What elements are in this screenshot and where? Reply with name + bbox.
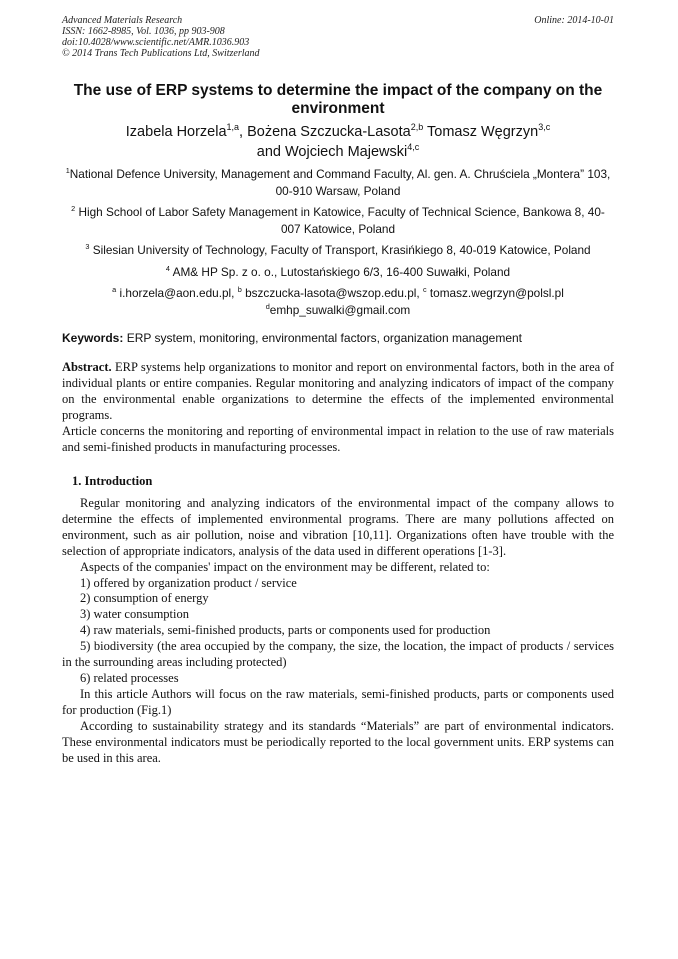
- section-heading: 1. Introduction: [72, 474, 153, 488]
- abstract-paragraph: [62, 360, 614, 424]
- abstract-text: ERP systems help organizations to monitor and report on environmental factors, both in the area of individual plants or entire companies. Regular monitoring and analyzing indicators of impact of the company on the environmental enable organizations to determine the effects of the implemented environmental programs.: [62, 360, 614, 422]
- email-mark: d: [265, 301, 270, 311]
- email-address[interactable]: tomasz.wegrzyn@polsl.pl: [429, 286, 564, 300]
- affiliation-text: High School of Labor Safety Management in Katowice, Faculty of Technical Science, Bankowa 8, 40-007 Katowice, Poland: [78, 205, 605, 236]
- affiliation-mark: 4: [165, 263, 170, 273]
- list-item: 1) offered by organization product / service: [80, 575, 297, 590]
- abstract-label: Abstract.: [62, 360, 112, 374]
- list-item: 4) raw materials, semi-finished products, parts or components used for production: [80, 623, 491, 638]
- email-mark: b: [237, 285, 242, 295]
- body-paragraph: In this article Authors will focus on the raw materials, semi-finished products, parts or components used for production (Fig.1): [62, 686, 614, 717]
- author-name: Wojciech Majewski: [285, 144, 408, 160]
- doi-line: doi:10.4028/www.scientific.net/AMR.1036.903: [62, 37, 250, 48]
- body-paragraph: Aspects of the companies' impact on the environment may be different, related to:: [80, 559, 490, 574]
- affiliation-mark: 3: [85, 242, 90, 252]
- affiliation: [62, 166, 614, 199]
- issn-line: ISSN: 1662-8985, Vol. 1036, pp 903-908: [62, 26, 225, 37]
- affiliation-text: AM& HP Sp. z o. o., Lutostańskiego 6/3, 16-400 Suwałki, Poland: [172, 264, 511, 279]
- email-line: [62, 285, 614, 302]
- email-mark: c: [422, 285, 427, 295]
- keywords: [62, 331, 614, 346]
- list-item: 3) water consumption: [80, 607, 190, 622]
- author-affil-mark: 3,c: [538, 122, 551, 133]
- online-date: Online: 2014-10-01: [534, 15, 614, 26]
- list-item: 2) consumption of energy: [80, 591, 209, 606]
- author-list: [62, 122, 614, 162]
- body-paragraph: Regular monitoring and analyzing indicators of the environmental impact of the company allows to determine the effects of implemented environmental programs. There are many pollutions affected on environment, such as air pollution, noise and vibration [10,11]. Organizations often have trouble with the selection of appropriate indicators, analysis of the data used in different operations [1-3].: [62, 496, 614, 558]
- paper-title: The use of ERP systems to determine the impact of the company on the environment: [73, 82, 603, 117]
- copyright-line: © 2014 Trans Tech Publications Ltd, Switzerland: [62, 48, 260, 59]
- keywords-label: Keywords:: [62, 331, 124, 345]
- list-item: 6) related processes: [80, 670, 179, 685]
- journal-name: Advanced Materials Research: [62, 15, 183, 26]
- abstract-paragraph: Article concerns the monitoring and reporting of environmental impact in relation to the use of raw materials and semi-finished products in manufacturing processes.: [62, 423, 614, 454]
- introduction-body: [62, 496, 614, 766]
- author-affil-mark: 1,a: [226, 122, 240, 133]
- affiliation: [62, 264, 614, 281]
- affiliation: [62, 204, 614, 237]
- affiliation: [62, 242, 614, 259]
- author-line-1: [62, 122, 614, 142]
- author-name: Izabela Horzela: [125, 124, 227, 140]
- email-address[interactable]: bszczucka-lasota@wszop.edu.pl,: [245, 286, 423, 300]
- author-line-2: [62, 142, 614, 162]
- email-line: [62, 302, 614, 319]
- body-paragraph: According to sustainability strategy and its standards “Materials” are part of environmental indicators. These environmental indicators must be periodically reported to the local government units. ERP systems can be used in this area.: [62, 718, 614, 765]
- email-address[interactable]: emhp_suwalki@gmail.com: [269, 302, 411, 317]
- author-affil-mark: 4,c: [407, 142, 420, 153]
- author-name: Bożena Szczucka-Lasota: [247, 124, 411, 140]
- author-name: Tomasz Węgrzyn: [427, 124, 539, 140]
- keywords-text: ERP system, monitoring, environmental factors, organization management: [123, 331, 522, 345]
- author-and: and: [256, 144, 285, 160]
- list-item: 5) biodiversity (the area occupied by the company, the size, the location, the impact of products / services in the surrounding areas including protected): [62, 639, 614, 670]
- affiliations: [62, 166, 614, 323]
- email-mark: a: [112, 285, 117, 295]
- affiliation-text: National Defence University, Management and Command Faculty, Al. gen. A. Chruściela „Montera” 103, 00-910 Warsaw, Poland: [69, 167, 611, 198]
- affiliation-mark: 2: [71, 204, 76, 214]
- abstract: [62, 360, 614, 455]
- affiliation-text: Silesian University of Technology, Faculty of Transport, Krasińkiego 8, 40-019 Katowice, Poland: [92, 243, 591, 257]
- email-address[interactable]: i.horzela@aon.edu.pl,: [119, 286, 238, 300]
- journal-header: [62, 15, 260, 59]
- author-separator: ,: [239, 124, 248, 140]
- affiliation-mark: 1: [65, 166, 70, 176]
- author-affil-mark: 2,b: [410, 122, 424, 133]
